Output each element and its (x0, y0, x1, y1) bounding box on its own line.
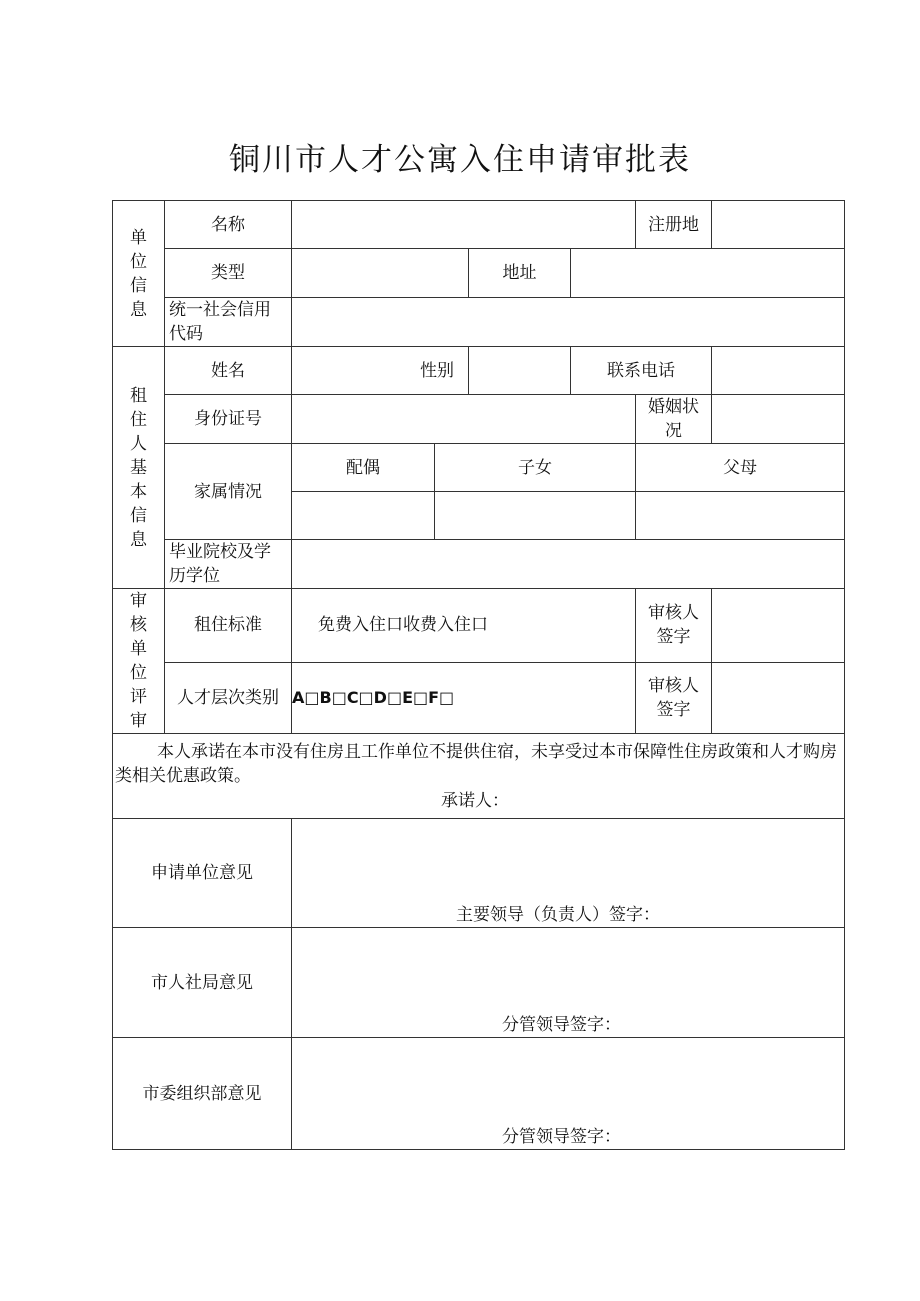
marital-status-field[interactable] (712, 395, 845, 444)
marital-status-label: 婚姻状况 (636, 395, 712, 444)
org-dept-sign-label: 分管领导签字： (502, 1127, 621, 1147)
unit-type-field[interactable] (292, 249, 469, 298)
credit-code-field[interactable] (292, 298, 845, 347)
school-degree-label: 毕业院校及学历学位 (165, 540, 292, 589)
unit-type-label: 类型 (165, 249, 292, 298)
talent-level-label: 人才层次类别 (165, 662, 292, 733)
address-label: 地址 (469, 249, 571, 298)
phone-label: 联系电话 (571, 347, 712, 395)
applicant-unit-opinion-label: 申请单位意见 (113, 819, 292, 928)
promise-signer-label: 承诺人： (441, 791, 509, 811)
phone-field[interactable] (712, 347, 845, 395)
gender-field[interactable] (469, 347, 571, 395)
promise-text: 本人承诺在本市没有住房且工作单位不提供住宿，未享受过本市保障性住房政策和人才购房类相关优惠政策。 (115, 742, 837, 786)
applicant-unit-sign-label: 主要领导（负责人）签字： (456, 905, 660, 925)
reviewer-sign-label-2: 审核人签字 (636, 662, 712, 733)
reg-place-label: 注册地 (636, 201, 712, 249)
family-col-spouse: 配偶 (292, 444, 435, 492)
id-number-field[interactable] (292, 395, 636, 444)
unit-section-label: 单位信息 (113, 201, 165, 347)
credit-code-label: 统一社会信用代码 (165, 298, 292, 347)
reviewer-sign-field-1[interactable] (712, 589, 845, 663)
family-parents-field[interactable] (636, 492, 845, 540)
tenant-section-label: 租住人基本信息 (113, 347, 165, 589)
hr-bureau-opinion-label: 市人社局意见 (113, 928, 292, 1038)
gender-label: 性别 (292, 347, 469, 395)
address-field[interactable] (571, 249, 845, 298)
unit-name-label: 名称 (165, 201, 292, 249)
tenant-name-label: 姓名 (165, 347, 292, 395)
review-section-label: 审核单位评审 (113, 589, 165, 734)
id-number-label: 身份证号 (165, 395, 292, 444)
family-col-parents: 父母 (636, 444, 845, 492)
reg-place-field[interactable] (712, 201, 845, 249)
hr-bureau-sign-label: 分管领导签字： (502, 1015, 621, 1035)
org-dept-opinion-label: 市委组织部意见 (113, 1038, 292, 1150)
reviewer-sign-field-2[interactable] (712, 662, 845, 733)
applicant-unit-opinion-field[interactable] (292, 819, 845, 928)
promise-block (113, 734, 845, 819)
family-label: 家属情况 (165, 444, 292, 540)
page-title: 铜川市人才公寓入住申请审批表 (229, 142, 691, 178)
talent-level-options[interactable]: A□B□C□D□E□F□ (292, 662, 636, 733)
school-degree-field[interactable] (292, 540, 845, 589)
unit-name-field[interactable] (292, 201, 636, 249)
hr-bureau-opinion-field[interactable] (292, 928, 845, 1038)
family-children-field[interactable] (435, 492, 636, 540)
org-dept-opinion-field[interactable] (292, 1038, 845, 1150)
reviewer-sign-label-1: 审核人签字 (636, 589, 712, 663)
family-spouse-field[interactable] (292, 492, 435, 540)
rent-standard-label: 租住标准 (165, 589, 292, 663)
application-form-table (112, 200, 845, 1150)
family-col-children: 子女 (435, 444, 636, 492)
rent-standard-options[interactable]: 免费入住口收费入住口 (292, 589, 636, 663)
